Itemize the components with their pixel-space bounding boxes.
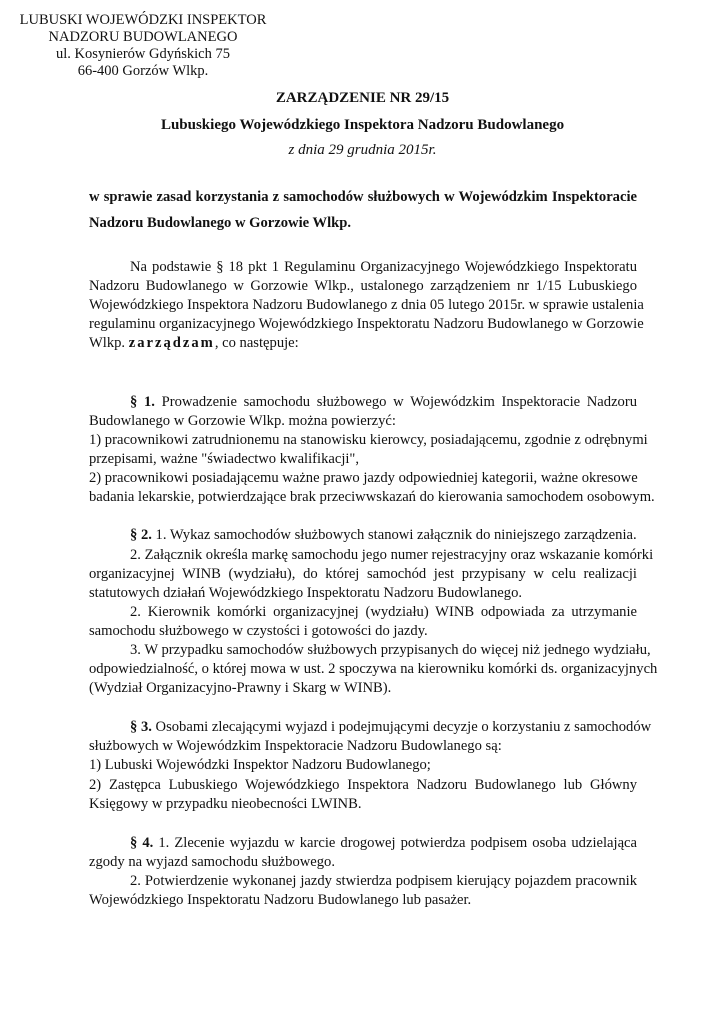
preamble-line: Na podstawie § 18 pkt 1 Regulaminu Organizacyjnego Wojewódzkiego Inspektoratu <box>130 259 637 275</box>
section-line: statutowych działań Wojewódzkiego Inspektoratu Nadzoru Budowlanego. <box>89 585 523 601</box>
section-line: służbowych w Wojewódzkim Inspektoracie Nadzoru Budowlanego są: <box>89 738 502 754</box>
section-text: 1. Wykaz samochodów służbowych stanowi załącznik do niniejszego zarządzenia. <box>151 527 637 543</box>
decree-word: zarządzam <box>128 335 215 351</box>
section-text: 1. Zlecenie wyjazdu w karcie drogowej potwierdza podpisem osoba udzielająca <box>153 835 637 851</box>
header-city: 66-400 Gorzów Wlkp. <box>77 63 209 79</box>
section-line: 3. W przypadku samochodów służbowych przypisanych do więcej niż jednego wydziału, <box>130 642 651 658</box>
section-line: Wojewódzkiego Inspektoratu Nadzoru Budowlanego lub pasażer. <box>89 892 472 908</box>
issuer-header <box>18 12 268 80</box>
section-line <box>130 834 637 853</box>
section-line: odpowiedzialność, o której mowa w ust. 2 spoczywa na kierowniku komórki ds. organizacyjnych <box>89 661 658 677</box>
section-line: 2. Załącznik określa markę samochodu jego numer rejestracyjny oraz wskazanie komórki <box>130 547 654 563</box>
header-address: ul. Kosynierów Gdyńskich 75 <box>56 46 230 62</box>
decree-date: z dnia 29 grudnia 2015r. <box>288 142 437 158</box>
section-line: 2) pracownikowi posiadającemu ważne prawo jazdy odpowiedniej kategorii, ważne okresowe <box>89 470 638 486</box>
section-mark: § 2. <box>130 527 152 543</box>
preamble-last-line <box>89 334 637 353</box>
section-line: organizacyjnej WINB (wydziału), do której samochód jest przypisany w celu realizacji <box>89 566 637 582</box>
section-mark: § 3. <box>130 719 152 735</box>
section-line: przepisami, ważne "świadectwo kwalifikacji", <box>89 451 360 467</box>
section-line: 2) Zastępca Lubuskiego Wojewódzkiego Inspektora Nadzoru Budowlanego lub Główny <box>89 777 637 793</box>
preamble-suffix: , co następuje: <box>214 335 299 351</box>
decree-issuer: Lubuskiego Wojewódzkiego Inspektora Nadzoru Budowlanego <box>160 117 565 133</box>
section-mark: § 1. <box>130 394 155 410</box>
section-text: Prowadzenie samochodu służbowego w Wojewódzkim Inspektoracie Nadzoru <box>154 394 638 410</box>
preamble-prefix: Wlkp. <box>89 335 129 351</box>
section-line: Budowlanego w Gorzowie Wlkp. można powierzyć: <box>89 413 396 429</box>
section-line: 1) Lubuski Wojewódzki Inspektor Nadzoru Budowlanego; <box>89 757 431 773</box>
section-line <box>130 718 652 737</box>
header-line: NADZORU BUDOWLANEGO <box>48 29 238 45</box>
section-line: zgody na wyjazd samochodu służbowego. <box>89 854 336 870</box>
section-line: badania lekarskie, potwierdzające brak przeciwwskazań do kierowania samochodem osobowym. <box>89 489 655 505</box>
section-line <box>130 526 637 545</box>
preamble-line: regulaminu organizacyjnego Wojewódzkiego Inspektoratu Nadzoru Budowlanego w Gorzowie <box>89 316 644 332</box>
preamble-line: Wojewódzkiego Inspektora Nadzoru Budowlanego z dnia 05 lutego 2015r. w sprawie ustalenia <box>89 297 644 313</box>
subject-line: w sprawie zasad korzystania z samochodów służbowych w Wojewódzkim Inspektoracie <box>89 189 637 205</box>
preamble-line: Nadzoru Budowlanego w Gorzowie Wlkp., ustalonego zarządzeniem nr 1/15 Lubuskiego <box>89 278 637 294</box>
section-line: 2. Potwierdzenie wykonanej jazdy stwierdza podpisem kierujący pojazdem pracownik <box>130 873 637 889</box>
section-line: 1) pracownikowi zatrudnionemu na stanowisku kierowcy, posiadającemu, zgodnie z odrębnymi <box>89 432 648 448</box>
decree-number: ZARZĄDZENIE NR 29/15 <box>275 90 450 106</box>
section-text: Osobami zlecającymi wyjazd i podejmującymi decyzje o korzystaniu z samochodów <box>151 719 652 735</box>
section-mark: § 4. <box>130 835 154 851</box>
section-line: (Wydział Organizacyjno-Prawny i Skarg w WINB). <box>89 680 392 696</box>
section-line <box>130 393 637 412</box>
section-line: Księgowy w przypadku nieobecności LWINB. <box>89 796 362 812</box>
subject-line: Nadzoru Budowlanego w Gorzowie Wlkp. <box>89 215 352 231</box>
header-line: LUBUSKI WOJEWÓDZKI INSPEKTOR <box>19 12 267 28</box>
section-line: samochodu służbowego w czystości i gotowości do jazdy. <box>89 623 428 639</box>
section-line: 2. Kierownik komórki organizacyjnej (wydziału) WINB odpowiada za utrzymanie <box>130 604 637 620</box>
